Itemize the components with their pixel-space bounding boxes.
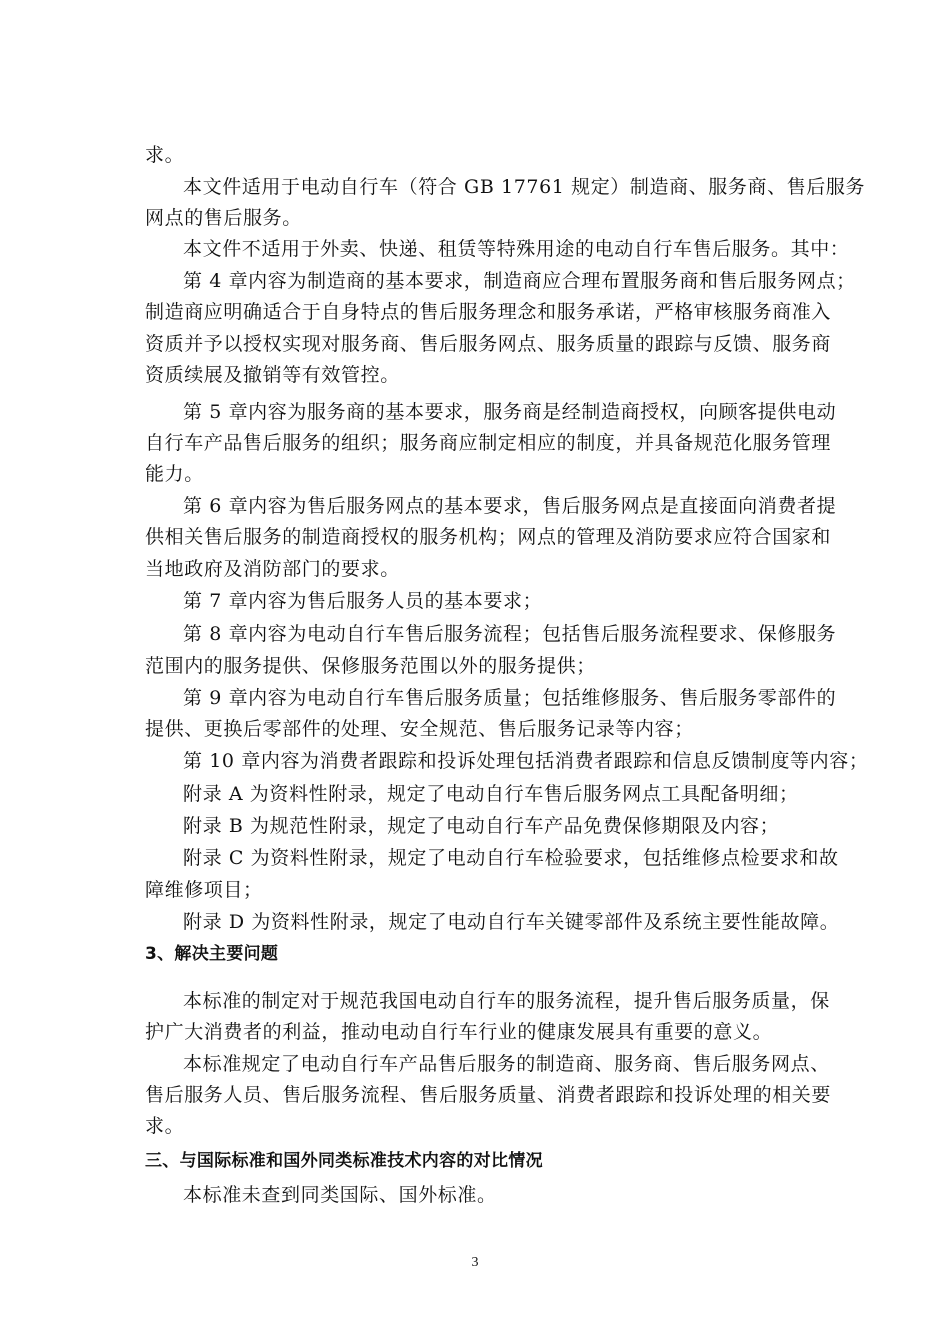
- text-line: 护广大消费者的利益，推动电动自行车行业的健康发展具有重要的意义。: [145, 1021, 773, 1043]
- text-line: 附录 B 为规范性附录，规定了电动自行车产品免费保修期限及内容；: [183, 815, 780, 837]
- text-line: 附录 C 为资料性附录，规定了电动自行车检验要求，包括维修点检要求和故: [183, 847, 839, 869]
- text-line: 资质续展及撤销等有效管控。: [145, 364, 400, 386]
- page-number: 3: [471, 1255, 479, 1270]
- text-line: 售后服务人员、售后服务流程、售后服务质量、消费者跟踪和投诉处理的相关要: [145, 1084, 832, 1106]
- text-line: 能力。: [145, 463, 204, 485]
- text-line: 资质并予以授权实现对服务商、售后服务网点、服务质量的跟踪与反馈、服务商: [145, 333, 832, 355]
- text-line: 障维修项目；: [145, 879, 263, 901]
- text-line: 第 4 章内容为制造商的基本要求，制造商应合理布置服务商和售后服务网点；: [183, 270, 856, 292]
- text-line: 第 7 章内容为售后服务人员的基本要求；: [183, 590, 543, 612]
- text-line: 第 10 章内容为消费者跟踪和投诉处理包括消费者跟踪和信息反馈制度等内容；: [183, 750, 869, 772]
- text-line: 提供、更换后零部件的处理、安全规范、售后服务记录等内容；: [145, 718, 694, 740]
- text-line: 网点的售后服务。: [145, 207, 302, 229]
- text-line: 第 9 章内容为电动自行车售后服务质量；包括维修服务、售后服务零部件的: [183, 687, 837, 709]
- text-line: 当地政府及消防部门的要求。: [145, 558, 400, 580]
- text-line: 本标准规定了电动自行车产品售后服务的制造商、服务商、售后服务网点、: [183, 1053, 830, 1075]
- text-line: 自行车产品售后服务的组织；服务商应制定相应的制度，并具备规范化服务管理: [145, 432, 832, 454]
- text-line: 第 5 章内容为服务商的基本要求，服务商是经制造商授权，向顾客提供电动: [183, 401, 837, 423]
- text-line: 第 8 章内容为电动自行车售后服务流程；包括售后服务流程要求、保修服务: [183, 623, 837, 645]
- text-line: 本文件适用于电动自行车（符合 GB 17761 规定）制造商、服务商、售后服务: [183, 176, 866, 198]
- section-heading: 3、解决主要问题: [145, 944, 279, 964]
- text-line: 第 6 章内容为售后服务网点的基本要求，售后服务网点是直接面向消费者提: [183, 495, 837, 517]
- text-line: 范围内的服务提供、保修服务范围以外的服务提供；: [145, 655, 596, 677]
- text-line: 附录 A 为资料性附录，规定了电动自行车售后服务网点工具配备明细；: [183, 783, 799, 805]
- text-line: 求。: [145, 144, 185, 166]
- text-line: 供相关售后服务的制造商授权的服务机构；网点的管理及消防要求应符合国家和: [145, 526, 832, 548]
- text-line: 附录 D 为资料性附录，规定了电动自行车关键零部件及系统主要性能故障。: [183, 911, 840, 933]
- text-line: 求。: [145, 1115, 185, 1137]
- text-line: 制造商应明确适合于自身特点的售后服务理念和服务承诺，严格审核服务商准入: [145, 301, 832, 323]
- text-line: 本标准未查到同类国际、国外标准。: [183, 1184, 497, 1206]
- section-heading: 三、与国际标准和国外同类标准技术内容的对比情况: [145, 1151, 543, 1171]
- text-line: 本文件不适用于外卖、快递、租赁等特殊用途的电动自行车售后服务。其中：: [183, 238, 850, 260]
- text-line: 本标准的制定对于规范我国电动自行车的服务流程，提升售后服务质量，保: [183, 990, 830, 1012]
